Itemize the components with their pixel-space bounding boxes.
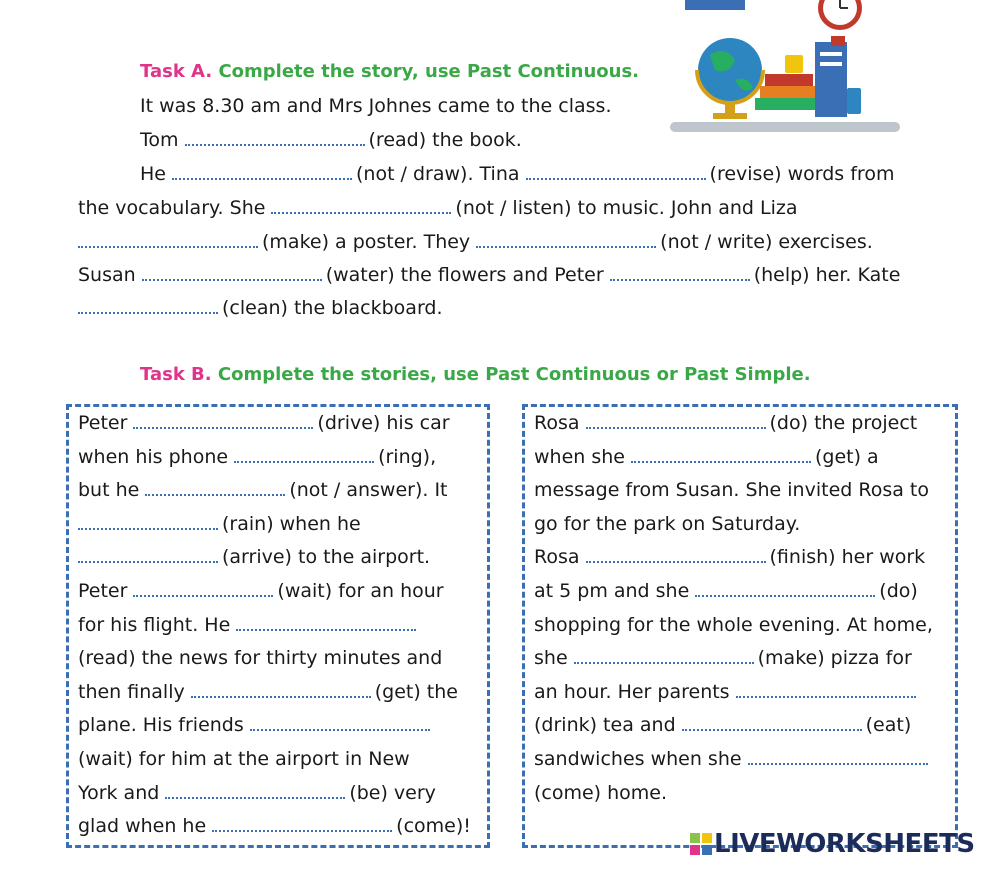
clock-icon [818, 0, 862, 30]
task-a-heading [140, 61, 639, 82]
text-segment: York and [78, 781, 160, 804]
books-icon [755, 36, 861, 117]
answer-blank[interactable] [586, 419, 766, 429]
answer-blank[interactable] [78, 520, 218, 530]
text-segment: (read) the news for thirty minutes and [78, 647, 443, 670]
task-a-label: Task A. [140, 61, 213, 82]
answer-blank[interactable] [736, 688, 916, 698]
text-segment: (do) [879, 579, 918, 602]
liveworksheets-mark-icon [690, 833, 712, 855]
text-segment: Susan [78, 264, 136, 286]
text-segment: when his phone [78, 445, 229, 468]
answer-blank[interactable] [236, 621, 416, 631]
answer-blank[interactable] [574, 654, 754, 664]
shelf [670, 122, 900, 132]
text-segment: the vocabulary. She [78, 197, 266, 219]
story-line [534, 508, 933, 542]
answer-blank[interactable] [586, 553, 766, 563]
story-line [78, 575, 471, 609]
text-segment: (not / write) exercises. [660, 231, 873, 253]
story-line [78, 609, 471, 643]
task-a-line-4 [78, 196, 798, 220]
text-segment: (come)! [396, 815, 471, 838]
text-segment: Rosa [534, 546, 580, 569]
task-b-label: Task B. [140, 364, 212, 385]
story-line [78, 676, 471, 710]
text-segment: (be) very [349, 781, 436, 804]
text-segment: (not / listen) to music. John and Liza [455, 197, 798, 219]
text-segment: (clean) the blackboard. [222, 297, 443, 319]
text-segment: (wait) for an hour [277, 579, 444, 602]
logo-text: LIVEWORKSHEETS [714, 829, 975, 859]
answer-blank[interactable] [133, 587, 273, 597]
story-line [78, 407, 471, 441]
answer-blank[interactable] [610, 271, 750, 281]
story-line [534, 441, 933, 475]
text-segment: Tom [140, 129, 179, 151]
text-segment: (not / answer). It [289, 479, 448, 502]
text-segment: (finish) her work [769, 546, 926, 569]
story-line [534, 743, 933, 777]
text-segment: message from Susan. She invited Rosa to [534, 479, 929, 502]
text-segment: (not / draw). Tina [355, 163, 520, 185]
story-line [78, 474, 471, 508]
text-segment: but he [78, 479, 140, 502]
liveworksheets-logo [690, 829, 975, 859]
text-segment: (help) her. Kate [753, 264, 901, 286]
answer-blank[interactable] [212, 822, 392, 832]
answer-blank[interactable] [165, 789, 345, 799]
answer-blank[interactable] [172, 170, 352, 180]
answer-blank[interactable] [133, 419, 313, 429]
text-segment: when she [534, 445, 625, 468]
picture-frame-icon [685, 0, 745, 10]
story-line [534, 575, 933, 609]
text-segment: glad when he [78, 815, 207, 838]
answer-blank[interactable] [271, 204, 451, 214]
text-segment: Peter [78, 579, 128, 602]
answer-blank[interactable] [695, 587, 875, 597]
task-a-line-7 [78, 296, 443, 320]
text-segment: (water) the flowers and Peter [325, 264, 604, 286]
story-line [534, 642, 933, 676]
task-b-instruction: Complete the stories, use Past Continuous or Past Simple. [217, 364, 811, 385]
story-line [78, 810, 471, 844]
left-story [78, 407, 471, 844]
story-line [534, 676, 933, 710]
story-line [78, 508, 471, 542]
answer-blank[interactable] [191, 688, 371, 698]
globe-icon [697, 38, 763, 119]
text-segment: (do) the project [769, 412, 918, 434]
story-line [78, 709, 471, 743]
text-segment: (arrive) to the airport. [222, 546, 431, 569]
text-segment: (make) pizza for [757, 647, 912, 670]
text-segment: He [140, 163, 166, 185]
answer-blank[interactable] [145, 486, 285, 496]
answer-blank[interactable] [631, 453, 811, 463]
text-segment: (come) home. [534, 781, 668, 804]
answer-blank[interactable] [682, 721, 862, 731]
text-segment: at 5 pm and she [534, 579, 690, 602]
text-segment: (drink) tea and [534, 714, 676, 737]
story-line [534, 407, 933, 441]
task-a-line-6 [78, 263, 900, 287]
text-segment: (ring), [378, 445, 437, 468]
story-line [534, 609, 933, 643]
story-line [78, 541, 471, 575]
text-segment: It was 8.30 am and Mrs Johnes came to the class. [140, 95, 612, 117]
text-segment: she [534, 647, 568, 670]
text-segment: go for the park on Saturday. [534, 512, 801, 535]
answer-blank[interactable] [250, 721, 430, 731]
school-supplies-illustration [665, 0, 905, 140]
story-line [534, 709, 933, 743]
story-line [78, 642, 471, 676]
text-segment: (get) a [814, 445, 879, 468]
text-segment: then finally [78, 680, 185, 703]
story-line [78, 777, 471, 811]
task-a-line-5 [78, 230, 873, 254]
answer-blank[interactable] [142, 271, 322, 281]
story-line [78, 441, 471, 475]
answer-blank[interactable] [476, 238, 656, 248]
answer-blank[interactable] [78, 304, 218, 314]
text-segment: shopping for the whole evening. At home, [534, 613, 933, 636]
text-segment: Peter [78, 412, 128, 434]
text-segment: for his flight. He [78, 613, 231, 636]
story-line [78, 743, 471, 777]
text-segment: Rosa [534, 412, 580, 434]
text-segment: (drive) his car [317, 412, 450, 434]
text-segment: an hour. Her parents [534, 680, 730, 703]
answer-blank[interactable] [234, 453, 374, 463]
task-b-heading [140, 364, 811, 385]
task-a-instruction: Complete the story, use Past Continuous. [218, 61, 639, 82]
text-segment: (get) the [374, 680, 458, 703]
task-a-line-1 [140, 94, 611, 118]
text-segment: sandwiches when she [534, 747, 742, 770]
story-line [534, 777, 933, 811]
text-segment: (wait) for him at the airport in New [78, 747, 410, 770]
answer-blank[interactable] [78, 238, 258, 248]
story-line [534, 474, 933, 508]
answer-blank[interactable] [185, 136, 365, 146]
task-a-line-3 [140, 162, 894, 186]
story-line [534, 541, 933, 575]
text-segment: (rain) when he [222, 512, 361, 535]
task-a-line-2 [140, 128, 522, 152]
answer-blank[interactable] [748, 755, 928, 765]
text-segment: (make) a poster. They [262, 231, 471, 253]
text-segment: (read) the book. [368, 129, 522, 151]
text-segment: plane. His friends [78, 714, 244, 737]
right-story [534, 407, 933, 810]
text-segment: (revise) words from [709, 163, 895, 185]
answer-blank[interactable] [78, 553, 218, 563]
text-segment: (eat) [865, 714, 912, 737]
answer-blank[interactable] [526, 170, 706, 180]
